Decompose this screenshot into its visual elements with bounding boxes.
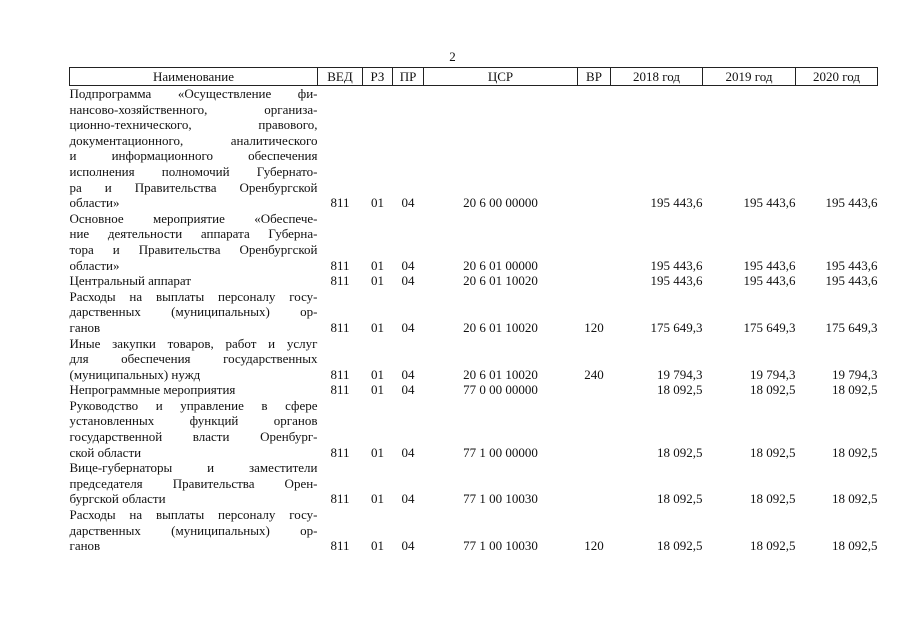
row-pr: 04: [401, 273, 415, 289]
header-ved: ВЕД: [318, 68, 363, 86]
row-pr: 04: [401, 382, 415, 398]
row-name-line: области»: [69, 257, 120, 273]
row-csr: 77 1 00 00000: [463, 444, 538, 460]
row-name-line: бургской области: [69, 491, 166, 507]
row-rz: 01: [371, 257, 384, 273]
row-csr: 20 6 01 00000: [463, 257, 538, 273]
row-csr: 20 6 01 10020: [463, 319, 538, 335]
row-name-line: для обеспечения государственных: [69, 351, 318, 367]
row-csr: 77 1 00 10030: [463, 491, 538, 507]
row-pr: 04: [401, 257, 415, 273]
row-name-line: Непрограммные мероприятия: [69, 382, 236, 398]
row-name: [70, 273, 318, 289]
header-2019: 2019 год: [703, 68, 796, 86]
table-body: [70, 86, 878, 554]
row-2019: 195 443,6: [743, 257, 796, 273]
row-name-line: ционно-технического, правового,: [69, 117, 318, 133]
row-name-line: дарственных (муниципальных) ор-: [69, 304, 318, 320]
row-ved: 811: [330, 195, 350, 211]
row-name: [70, 460, 318, 507]
row-2020: 18 092,5: [832, 382, 878, 398]
row-name-line: области»: [69, 195, 120, 211]
row-name: [70, 398, 318, 460]
row-rz: 01: [371, 491, 384, 507]
page-number: 2: [449, 49, 456, 64]
row-name-line: Руководство и управление в сфере: [69, 397, 318, 413]
row-2020: 18 092,5: [832, 444, 878, 460]
row-ved: 811: [330, 319, 350, 335]
row-name-line: Расходы на выплаты персоналу госу-: [69, 288, 318, 304]
row-name-line: Подпрограмма «Осуществление фи-: [69, 86, 318, 101]
row-rz: 01: [371, 195, 384, 211]
header-rz: РЗ: [363, 68, 393, 86]
row-2018: 195 443,6: [650, 273, 703, 289]
row-ved: 811: [330, 257, 350, 273]
row-vr: [578, 460, 611, 507]
table-row: [70, 398, 878, 460]
row-2018: 18 092,5: [657, 538, 703, 554]
table-row: [70, 336, 878, 383]
header-2018: 2018 год: [611, 68, 703, 86]
row-name-line: Вице-губернаторы и заместители: [69, 460, 318, 476]
row-rz: 01: [371, 366, 384, 382]
row-2019: 18 092,5: [750, 382, 796, 398]
row-rz: 01: [371, 444, 384, 460]
row-2019: 18 092,5: [750, 538, 796, 554]
row-name-line: ние деятельности аппарата Губерна-: [69, 226, 318, 242]
row-2019: 195 443,6: [743, 195, 796, 211]
row-2018: 18 092,5: [657, 382, 703, 398]
row-csr: 20 6 01 10020: [463, 366, 538, 382]
row-2020: 195 443,6: [825, 273, 878, 289]
row-name-line: исполнения полномочий Губернато-: [69, 163, 318, 179]
row-name-line: и информационного обеспечения: [69, 148, 318, 164]
row-pr: 04: [401, 491, 415, 507]
row-2020: 195 443,6: [825, 195, 878, 211]
row-name-line: документационного, аналитического: [69, 132, 318, 148]
row-ved: 811: [330, 382, 350, 398]
row-name: [70, 289, 318, 336]
row-ved: 811: [330, 538, 350, 554]
row-name: [70, 382, 318, 398]
table-row: [70, 507, 878, 554]
row-2019: 19 794,3: [750, 366, 796, 382]
row-vr: 240: [584, 366, 604, 382]
row-2018: 195 443,6: [650, 195, 703, 211]
row-rz: 01: [371, 382, 384, 398]
row-csr: 77 0 00 00000: [463, 382, 538, 398]
table-row: [70, 382, 878, 398]
header-2020: 2020 год: [796, 68, 878, 86]
row-2018: 19 794,3: [657, 366, 703, 382]
row-name-line: Иные закупки товаров, работ и услуг: [69, 335, 318, 351]
row-ved: 811: [330, 444, 350, 460]
row-vr: [578, 382, 611, 398]
row-pr: 04: [401, 444, 415, 460]
header-row: [70, 68, 878, 86]
row-pr: 04: [401, 319, 415, 335]
row-2018: 18 092,5: [657, 491, 703, 507]
row-csr: 77 1 00 10030: [463, 538, 538, 554]
row-name-line: установленных функций органов: [69, 413, 318, 429]
row-2020: 175 649,3: [825, 319, 878, 335]
row-name-line: ганов: [69, 538, 101, 554]
row-vr: [578, 273, 611, 289]
row-vr: [578, 86, 611, 211]
row-name-line: ра и Правительства Оренбургской: [69, 179, 318, 195]
row-2018: 18 092,5: [657, 444, 703, 460]
row-2019: 175 649,3: [743, 319, 796, 335]
table-row: [70, 289, 878, 336]
row-name-line: ганов: [69, 319, 101, 335]
row-2019: 195 443,6: [743, 273, 796, 289]
row-pr: 04: [401, 366, 415, 382]
row-ved: 811: [330, 366, 350, 382]
row-2020: 195 443,6: [825, 257, 878, 273]
row-name-line: ской области: [69, 444, 142, 460]
header-name: Наименование: [70, 68, 318, 86]
row-name-line: Центральный аппарат: [69, 273, 192, 289]
table-row: [70, 86, 878, 211]
row-rz: 01: [371, 273, 384, 289]
row-2020: 18 092,5: [832, 538, 878, 554]
row-name-line: Основное мероприятие «Обеспече-: [69, 210, 318, 226]
row-vr: [578, 211, 611, 273]
row-vr: [578, 398, 611, 460]
row-ved: 811: [330, 273, 350, 289]
row-csr: 20 6 00 00000: [463, 195, 538, 211]
row-name-line: (муниципальных) нужд: [69, 366, 201, 382]
row-rz: 01: [371, 319, 384, 335]
row-2020: 19 794,3: [832, 366, 878, 382]
row-csr: 20 6 01 10020: [463, 273, 538, 289]
header-vr: ВР: [578, 68, 611, 86]
budget-table: [69, 67, 878, 554]
table-row: [70, 460, 878, 507]
row-vr: 120: [584, 319, 604, 335]
row-2020: 18 092,5: [832, 491, 878, 507]
row-pr: 04: [401, 195, 415, 211]
row-name-line: нансово-хозяйственного, организа-: [69, 101, 318, 117]
row-name: [70, 86, 318, 211]
row-2018: 175 649,3: [650, 319, 703, 335]
header-csr: ЦСР: [424, 68, 578, 86]
row-name-line: Расходы на выплаты персоналу госу-: [69, 507, 318, 523]
header-pr: ПР: [393, 68, 424, 86]
row-2019: 18 092,5: [750, 444, 796, 460]
row-pr: 04: [401, 538, 415, 554]
row-name: [70, 336, 318, 383]
table-row: [70, 273, 878, 289]
row-name-line: председателя Правительства Орен-: [69, 475, 318, 491]
row-name: [70, 211, 318, 273]
row-ved: 811: [330, 491, 350, 507]
row-name-line: тора и Правительства Оренбургской: [69, 241, 318, 257]
row-2018: 195 443,6: [650, 257, 703, 273]
row-name-line: государственной власти Оренбург-: [69, 429, 318, 445]
row-rz: 01: [371, 538, 384, 554]
row-vr: 120: [584, 538, 604, 554]
table-row: [70, 211, 878, 273]
row-2019: 18 092,5: [750, 491, 796, 507]
row-name-line: дарственных (муниципальных) ор-: [69, 522, 318, 538]
row-name: [70, 507, 318, 554]
